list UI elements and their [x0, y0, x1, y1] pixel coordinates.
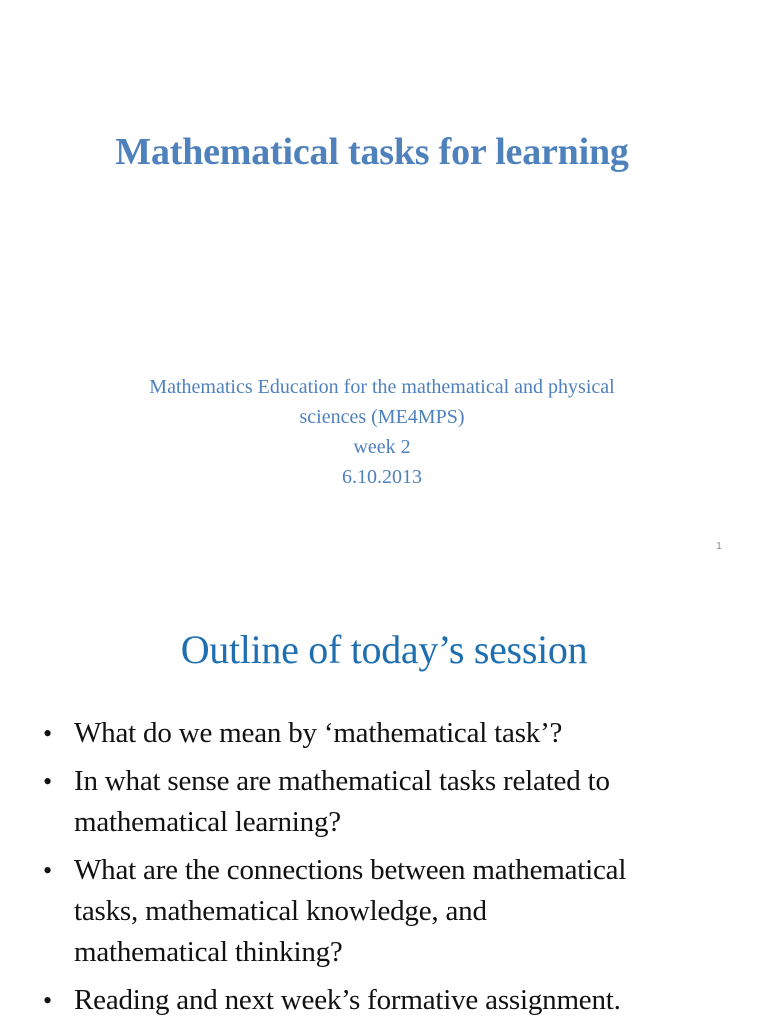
subtitle-line-date: 6.10.2013: [342, 466, 422, 488]
slide-2-title: Outline of today’s session: [180, 627, 588, 672]
bullet-text: What are the connections between mathematical: [74, 854, 627, 886]
bullet-icon: •: [43, 767, 52, 796]
slide-1-subtitle: [60, 372, 704, 492]
subtitle-line-course: Mathematics Education for the mathematical and physical: [149, 376, 615, 398]
bullet-text: mathematical learning?: [74, 806, 341, 838]
bullet-item: [0, 761, 768, 843]
bullet-text: In what sense are mathematical tasks related to: [74, 765, 610, 797]
bullet-item: [0, 850, 768, 973]
bullet-item: [0, 713, 768, 754]
bullet-text: Reading and next week’s formative assignment.: [74, 984, 621, 1016]
subtitle-line-course-cont: sciences (ME4MPS): [299, 406, 465, 428]
bullet-icon: •: [43, 719, 52, 748]
bullet-item: [0, 980, 768, 1021]
bullet-icon: •: [43, 856, 52, 885]
slide-2: [0, 570, 768, 1024]
bullet-text: mathematical thinking?: [74, 936, 343, 968]
subtitle-line-week: week 2: [353, 436, 411, 458]
page-number: 1: [716, 541, 722, 552]
bullet-icon: •: [43, 986, 52, 1015]
bullet-text: What do we mean by ‘mathematical task’?: [74, 717, 563, 749]
bullet-text: tasks, mathematical knowledge, and: [74, 895, 487, 927]
slide-1-title: Mathematical tasks for learning: [115, 131, 629, 173]
outline-bullet-list: [0, 713, 768, 1024]
